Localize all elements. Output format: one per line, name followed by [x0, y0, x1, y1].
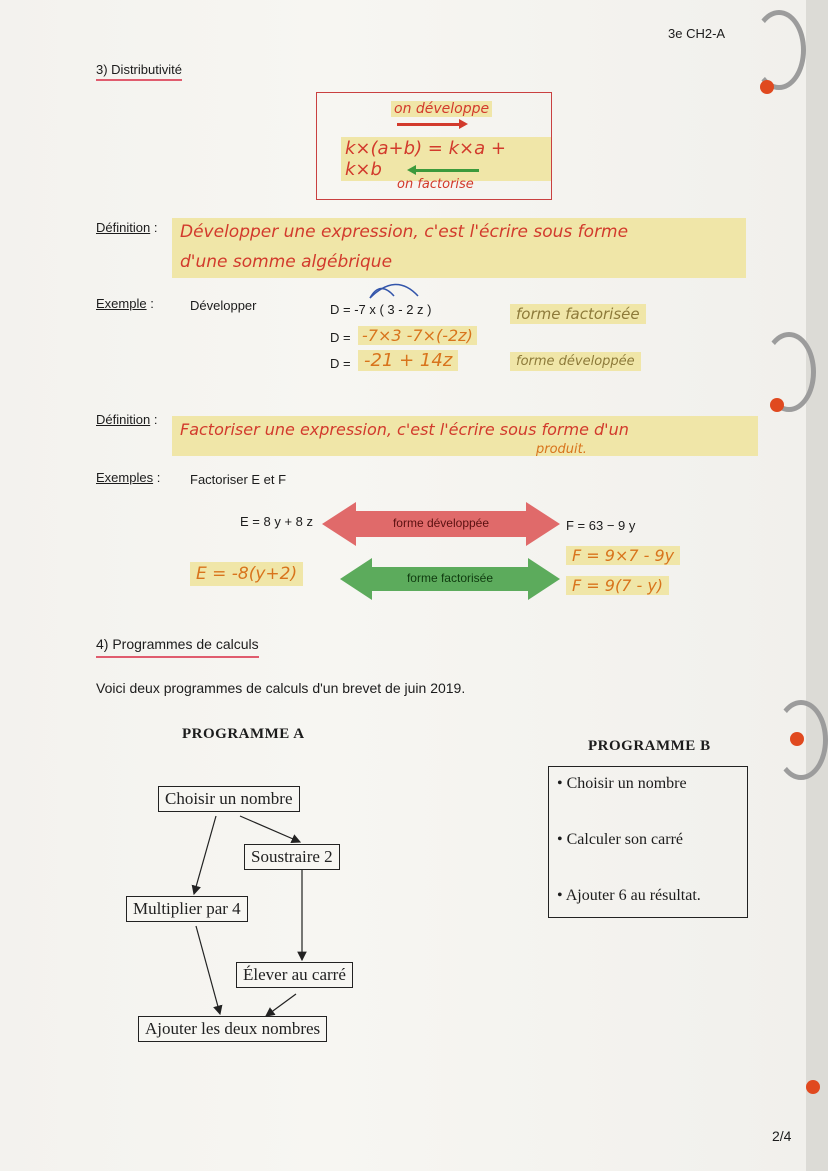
- programme-b-item: • Choisir un nombre: [557, 775, 687, 792]
- definition2-colon: :: [153, 412, 158, 427]
- node-choose-number: Choisir un nombre: [158, 786, 300, 812]
- example1-label: Exemple: [96, 296, 147, 311]
- programme-b-item-text: Ajouter 6 au résultat.: [565, 887, 701, 904]
- expression-f: F = 63 − 9 y: [566, 518, 636, 533]
- programme-b-item: • Calculer son carré: [557, 831, 683, 848]
- example1-line3: -21 + 14z: [358, 350, 458, 371]
- programme-a-title: PROGRAMME A: [182, 726, 305, 742]
- section4-title: 4) Programmes de calculs: [96, 636, 259, 658]
- expression-e: E = 8 y + 8 z: [240, 514, 313, 529]
- definition2-line1: Factoriser une expression, c'est l'écrire sous forme d'un: [180, 420, 629, 439]
- programme-b-box: [548, 766, 748, 918]
- develop-label: on développe: [391, 101, 492, 117]
- binder-hole: [770, 398, 784, 412]
- example1-d3-prefix: D =: [330, 356, 351, 371]
- page-edge: [806, 0, 828, 1171]
- definition1-line1: Développer une expression, c'est l'écrire sous forme: [180, 222, 629, 242]
- binder-hole: [760, 80, 774, 94]
- factorised-form-label: forme factorisée: [406, 571, 494, 585]
- example2-colon: :: [156, 470, 161, 485]
- programme-b-item: • Ajouter 6 au résultat.: [557, 887, 701, 904]
- definition2-line2: produit.: [536, 442, 587, 457]
- definition1-colon: :: [153, 220, 158, 235]
- example2-action: Factoriser E et F: [190, 472, 287, 487]
- binder-hole: [790, 732, 804, 746]
- section3-title: 3) Distributivité: [96, 62, 182, 81]
- e-factorised: E = -8(y+2): [190, 562, 303, 586]
- example1-line2: -7×3 -7×(-2z): [358, 326, 477, 345]
- node-add-both: Ajouter les deux nombres: [138, 1016, 327, 1042]
- f-factorised: F = 9(7 - y): [566, 576, 669, 595]
- node-subtract-2: Soustraire 2: [244, 844, 340, 870]
- factorise-label: on factorise: [397, 177, 474, 192]
- note-developed-form: forme développée: [510, 352, 641, 371]
- distributivity-formula: k×(a+b) = k×a + k×b: [341, 137, 551, 181]
- section4-intro: Voici deux programmes de calculs d'un brevet de juin 2019.: [96, 680, 466, 696]
- definition1-line2: d'une somme algébrique: [180, 252, 393, 272]
- page-number: 2/4: [772, 1128, 792, 1144]
- example1-action: Développer: [190, 298, 257, 313]
- binder-ring: [752, 10, 806, 90]
- programme-b-title: PROGRAMME B: [588, 738, 711, 754]
- binder-hole: [806, 1080, 820, 1094]
- f-step: F = 9×7 - 9y: [566, 546, 680, 565]
- programme-b-item-text: Choisir un nombre: [566, 775, 687, 792]
- node-multiply-4: Multiplier par 4: [126, 896, 248, 922]
- example2-label: Exemples: [96, 470, 154, 485]
- node-square: Élever au carré: [236, 962, 353, 988]
- chapter-ref: 3e CH2-A: [668, 26, 726, 41]
- programme-b-item-text: Calculer son carré: [566, 831, 683, 848]
- definition2-label: Définition: [96, 412, 151, 427]
- definition1-label: Définition: [96, 220, 151, 235]
- binder-ring: [762, 332, 816, 412]
- example1-line1: D = -7 x ( 3 - 2 z ): [330, 302, 432, 317]
- note-factorised-form: forme factorisée: [510, 304, 646, 324]
- developed-form-label: forme développée: [392, 516, 490, 530]
- example1-colon: :: [150, 296, 154, 311]
- example1-d2-prefix: D =: [330, 330, 351, 345]
